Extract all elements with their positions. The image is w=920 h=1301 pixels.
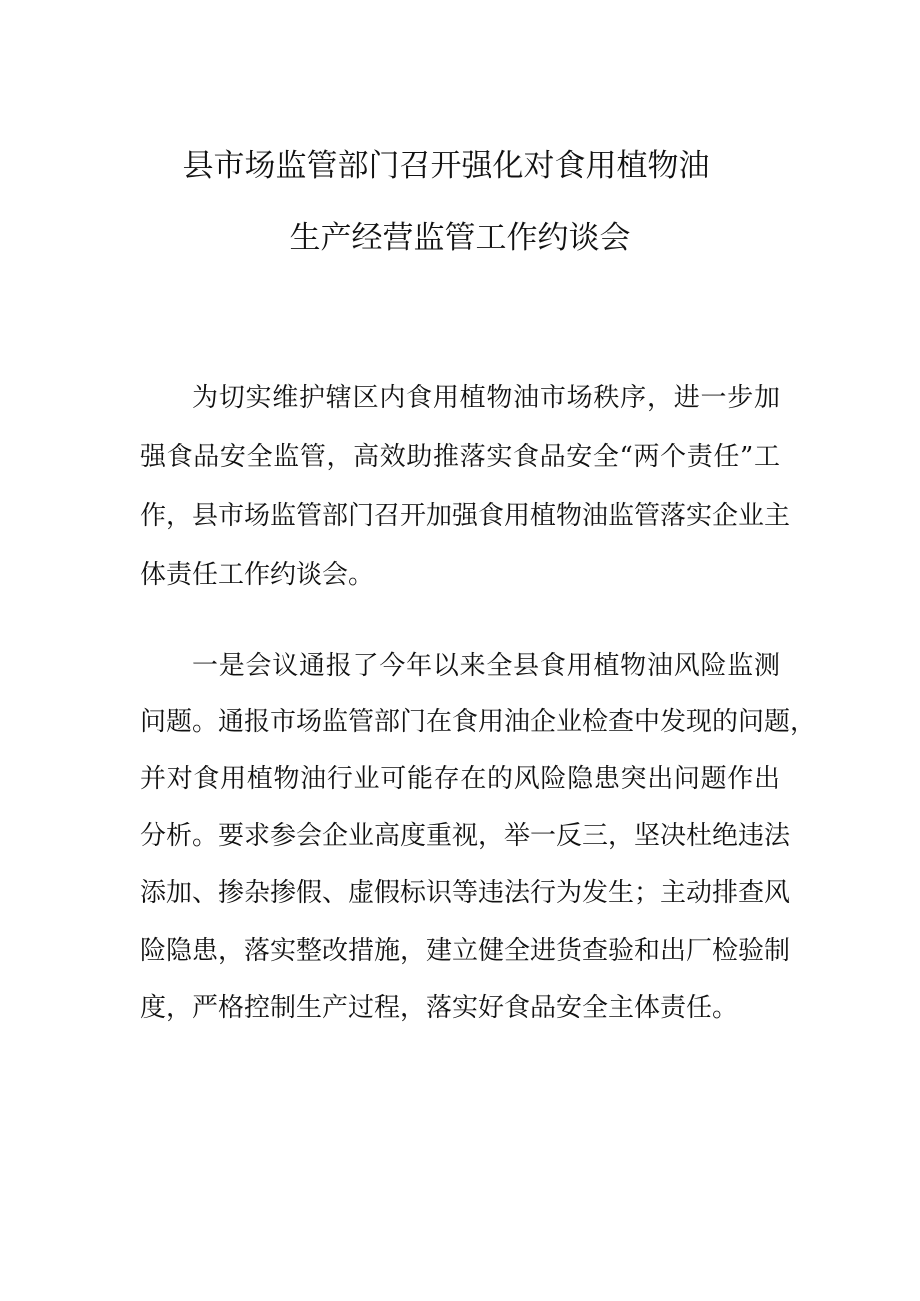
paragraph-1-line-3: 作，县市场监管部门召开加强食用植物油监管落实企业主 <box>140 501 791 531</box>
paragraph-2-line-3: 并对食用植物油行业可能存在的风险隐患突出问题作出 <box>140 764 780 794</box>
paragraph-2-line-7: 度，严格控制生产过程，落实好食品安全主体责任。 <box>140 993 739 1023</box>
document-title-line-1: 县市场监管部门召开强化对食用植物油 <box>182 148 710 184</box>
paragraph-2-line-5: 添加、掺杂掺假、虚假标识等违法行为发生；主动排查风 <box>140 878 791 908</box>
paragraph-2-line-6: 险隐患，落实整改措施，建立健全进货查验和出厂检验制 <box>140 936 791 966</box>
paragraph-2-line-1: 一是会议通报了今年以来全县食用植物油风险监测 <box>192 651 780 681</box>
paragraph-2-line-4: 分析。要求参会企业高度重视，举一反三，坚决杜绝违法 <box>140 821 791 851</box>
paragraph-1-line-2: 强食品安全监管，高效助推落实食品安全“两个责任”工 <box>140 442 780 472</box>
document-title-line-2: 生产经营监管工作约谈会 <box>289 220 631 256</box>
paragraph-1-line-4: 体责任工作约谈会。 <box>140 560 375 590</box>
paragraph-2-line-2: 问题。通报市场监管部门在食用油企业检查中发现的问题， <box>140 707 817 737</box>
paragraph-1-line-1: 为切实维护辖区内食用植物油市场秩序，进一步加 <box>192 383 780 413</box>
